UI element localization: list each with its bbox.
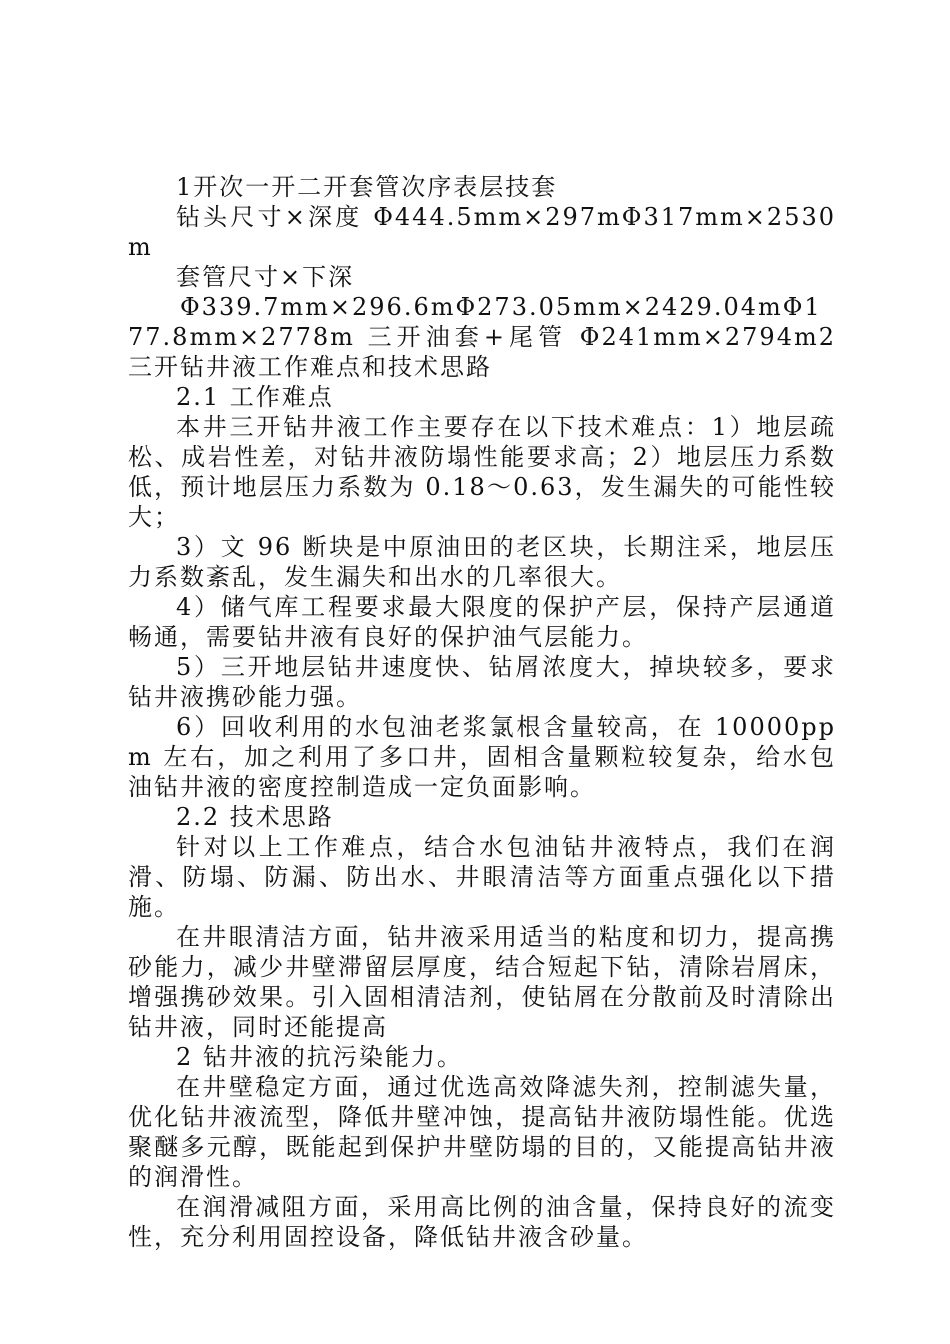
paragraph-wellbore-stability: 在井壁稳定方面，通过优选高效降滤失剂，控制滤失量，优化钻井液流型，降低井壁冲蚀，提高钻井液防塌性能。优选聚醚多元醇，既能起到保护井壁防塌的目的，又能提高钻井液的润滑性。: [128, 1073, 836, 1191]
table-casing-label-line: 套管尺寸×下深: [176, 263, 355, 291]
paragraph-approach-intro: 针对以上工作难点，结合水包油钻井液特点，我们在润滑、防塌、防漏、防出水、井眼清洁等方面重点强化以下措施。: [128, 833, 836, 921]
paragraph-lubrication: 在润滑减阻方面，采用高比例的油含量，保持良好的流变性，充分利用固控设备，降低钻井液含砂量。: [128, 1193, 836, 1251]
paragraph-difficulty-5: 5）三开地层钻井速度快、钻屑浓度大，掉块较多，要求钻井液携砂能力强。: [128, 653, 836, 711]
paragraph-anti-contamination: 2 钻井液的抗污染能力。: [176, 1043, 463, 1071]
paragraph-hole-cleaning: 在井眼清洁方面，钻井液采用适当的粘度和切力，提高携砂能力，减少井壁滞留层厚度，结合短起下钻，清除岩屑床，增强携砂效果。引入固相清洁剂，使钻屑在分散前及时清除出钻井液，同时还能提高: [128, 923, 836, 1041]
table-bit-size-line: 钻头尺寸×深度 Φ444.5mm×297mΦ317mm×2530m: [128, 203, 836, 261]
section-heading-approach: 2.2 技术思路: [176, 803, 334, 831]
document-body: [128, 172, 836, 1252]
paragraph-difficulty-6: 6）回收利用的水包油老浆氯根含量较高，在 10000ppm 左右，加之利用了多口井，固相含量颗粒较复杂，给水包油钻井液的密度控制造成一定负面影响。: [128, 713, 836, 801]
table-header-line: 1开次一开二开套管次序表层技套: [176, 173, 558, 201]
paragraph-difficulty-4: 4）储气库工程要求最大限度的保护产层，保持产层通道畅通，需要钻井液有良好的保护油气层能力。: [128, 593, 836, 651]
section-heading-difficulties: 2.1 工作难点: [176, 383, 334, 411]
paragraph-difficulties-intro: 本井三开钻井液工作主要存在以下技术难点：1）地层疏松、成岩性差，对钻井液防塌性能要求高；2）地层压力系数低，预计地层压力系数为 0.18～0.63，发生漏失的可能性较大；: [128, 413, 836, 531]
table-casing-values-line: Φ339.7mm×296.6mΦ273.05mm×2429.04mΦ177.8mm×2778m 三开油套+尾管 Φ241mm×2794m2 三开钻井液工作难点和技术思路: [128, 293, 836, 381]
paragraph-difficulty-3: 3）文 96 断块是中原油田的老区块，长期注采，地层压力系数紊乱，发生漏失和出水的几率很大。: [128, 533, 836, 591]
